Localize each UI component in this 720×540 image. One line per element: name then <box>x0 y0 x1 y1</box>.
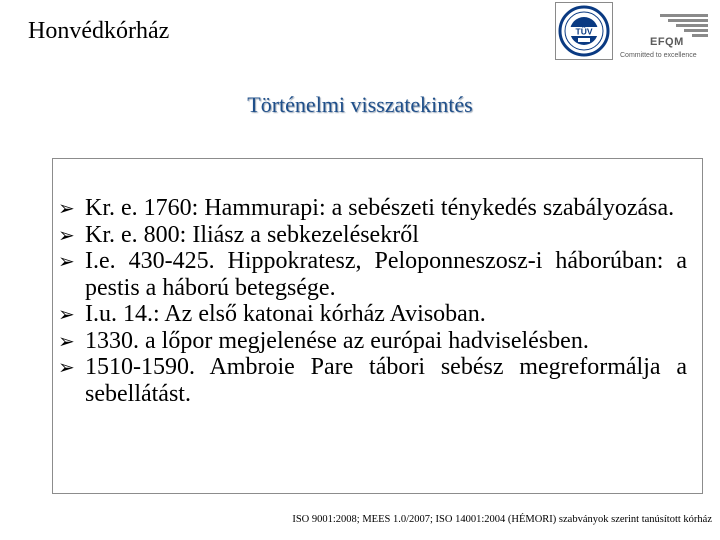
list-item <box>60 328 687 355</box>
bullet-text: I.u. 14.: Az első katonai kórház Avisoban. <box>85 301 486 327</box>
organization-name: Honvédkórház <box>28 18 170 44</box>
list-item <box>60 354 687 407</box>
bullet-text: 1510-1590. Ambroie Pare tábori sebész megreformálja a sebellátást. <box>85 354 687 407</box>
slide-title: Történelmi visszatekintés <box>247 92 473 117</box>
efqm-logo-subtitle: Committed to excellence <box>620 52 697 59</box>
tuv-logo-text: TÜV <box>575 26 593 37</box>
list-item <box>60 301 687 328</box>
arrow-bullet-icon: ➢ <box>58 355 75 379</box>
arrow-bullet-icon: ➢ <box>58 196 75 220</box>
arrow-bullet-icon: ➢ <box>58 249 75 273</box>
certification-footer: ISO 9001:2008; MEES 1.0/2007; ISO 14001:2004 (HÉMORI) szabványok szerint tanúsított kórház <box>292 514 712 525</box>
tuv-logo-graphic <box>556 3 612 59</box>
list-item <box>60 248 687 301</box>
efqm-logo <box>620 14 710 60</box>
list-item <box>60 222 687 249</box>
efqm-logo-text: EFQM <box>650 36 684 48</box>
arrow-bullet-icon: ➢ <box>58 302 75 326</box>
arrow-bullet-icon: ➢ <box>58 222 75 247</box>
list-item <box>60 195 687 222</box>
bullet-list <box>60 195 687 407</box>
bullet-text: I.e. 430-425. Hippokratesz, Peloponneszosz-i háborúban: a pestis a háború betegsége. <box>85 248 687 301</box>
bullet-text: Kr. e. 1760: Hammurapi: a sebészeti ténykedés szabályozása. <box>85 195 675 221</box>
efqm-bars-graphic <box>646 14 708 38</box>
tuv-certification-logo <box>555 2 613 60</box>
arrow-bullet-icon: ➢ <box>58 328 75 353</box>
bullet-text: Kr. e. 800: Iliász a sebkezelésekről <box>85 221 419 248</box>
bullet-text: 1330. a lőpor megjelenése az európai hadviselésben. <box>85 327 589 354</box>
